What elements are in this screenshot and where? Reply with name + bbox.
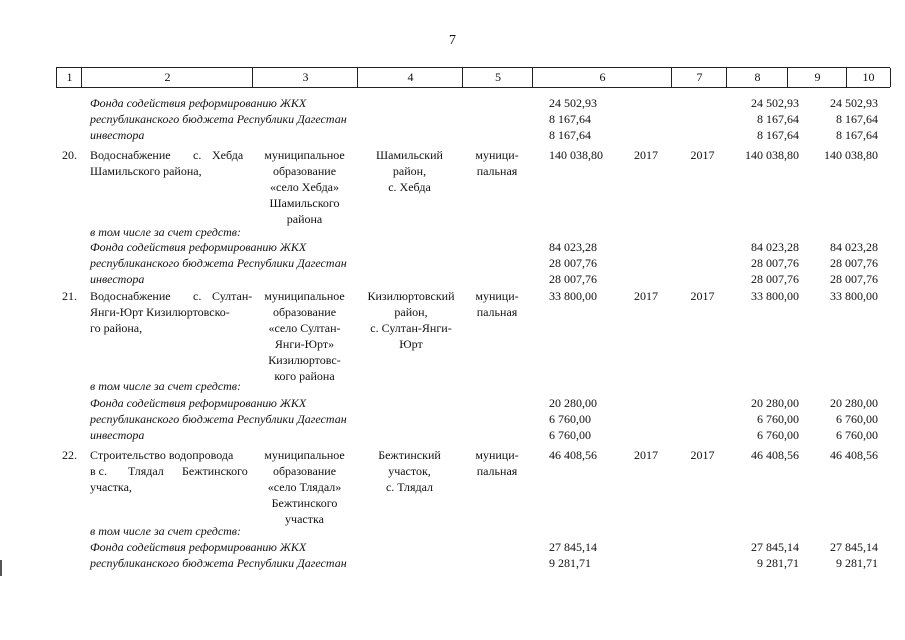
cell-amount: 33 800,00 [751, 289, 799, 303]
end-year: 2017 [690, 148, 715, 162]
location: район, [392, 164, 427, 178]
ownership: пальная [476, 464, 518, 478]
ownership: муници- [475, 289, 519, 303]
cell-amount: 9 281,71 [836, 556, 878, 570]
municipality: муниципальное [264, 448, 345, 462]
cell-amount: 20 280,00 [549, 396, 597, 410]
cell-amount: 24 502,93 [549, 96, 597, 110]
header-cell-9: 9 [787, 68, 847, 87]
header-cell-6: 6 [532, 68, 672, 87]
funding-subheading: в том числе за счет средств: [90, 225, 242, 239]
project-name: Хебда [212, 148, 244, 162]
funding-subheading: в том числе за счет средств: [90, 379, 242, 393]
header-cell-10: 10 [846, 68, 891, 87]
header-cell-7: 7 [671, 68, 727, 87]
cell-amount: 8 167,64 [757, 112, 799, 126]
cell-amount: 140 038,80 [824, 148, 878, 162]
start-year: 2017 [634, 289, 658, 303]
cell-amount: 24 502,93 [830, 96, 878, 110]
funding-label: Фонда содействия реформированию ЖКХ [90, 96, 307, 110]
cell-amount: 28 007,76 [549, 256, 597, 270]
project-name: Водоснабжение [90, 148, 171, 162]
scan-edge-mark [0, 560, 2, 576]
cell-amount: 84 023,28 [830, 240, 878, 254]
location: участок, [388, 464, 431, 478]
header-cell-2: 2 [81, 68, 253, 87]
cell-amount: 8 167,64 [549, 112, 591, 126]
cell-amount: 8 167,64 [836, 128, 878, 142]
municipality: «село Тлядал» [267, 480, 342, 494]
project-name: Водоснабжение [90, 289, 171, 303]
end-year: 2017 [690, 289, 715, 303]
municipality: образование [272, 164, 337, 178]
location: район, [394, 305, 428, 319]
funding-label: республиканского бюджета Республики Дагестан [90, 256, 347, 270]
cell-amount: 84 023,28 [549, 240, 597, 254]
cell-amount: 33 800,00 [549, 289, 597, 303]
cell-amount: 27 845,14 [549, 540, 597, 554]
project-name: Янги-Юрт Кизилюртовско- [90, 305, 230, 319]
municipality: муниципальное [264, 289, 345, 303]
municipality: Шамильского [269, 196, 340, 210]
cell-amount: 24 502,93 [751, 96, 799, 110]
cell-amount: 46 408,56 [751, 448, 799, 462]
row-number: 21. [62, 289, 77, 303]
municipality: «село Султан- [268, 321, 341, 335]
cell-amount: 6 760,00 [549, 412, 591, 426]
ownership: муници- [475, 148, 519, 162]
cell-amount: 140 038,80 [549, 148, 603, 162]
project-name: Бежтинского [182, 464, 248, 478]
funding-subheading: в том числе за счет средств: [90, 524, 242, 538]
header-cell-4: 4 [357, 68, 463, 87]
project-name: Тлядал [128, 464, 164, 478]
municipality: кого района [274, 369, 335, 383]
start-year: 2017 [634, 148, 658, 162]
funding-label: Фонда содействия реформированию ЖКХ [90, 540, 307, 554]
cell-amount: 6 760,00 [757, 428, 799, 442]
cell-amount: 46 408,56 [830, 448, 878, 462]
location: с. Тлядал [385, 480, 434, 494]
municipality: муниципальное [264, 148, 345, 162]
row-number: 20. [62, 148, 77, 162]
end-year: 2017 [690, 448, 715, 462]
ownership: пальная [476, 305, 518, 319]
page-number: 7 [449, 33, 456, 48]
project-name: с. [193, 289, 202, 303]
cell-amount: 28 007,76 [751, 256, 799, 270]
cell-amount: 6 760,00 [836, 412, 878, 426]
table-header [56, 67, 890, 88]
municipality: района [286, 212, 323, 226]
funding-label: Фонда содействия реформированию ЖКХ [90, 240, 307, 254]
header-cell-8: 8 [726, 68, 788, 87]
ownership: муници- [475, 448, 519, 462]
project-name: Шамильского района, [90, 164, 202, 178]
header-cell-3: 3 [252, 68, 358, 87]
cell-amount: 6 760,00 [549, 428, 591, 442]
cell-amount: 46 408,56 [549, 448, 597, 462]
project-name: Султан- [212, 289, 253, 303]
municipality: образование [272, 464, 337, 478]
location: с. Хебда [388, 180, 431, 194]
ownership: пальная [476, 164, 518, 178]
municipality: Янги-Юрт» [274, 337, 335, 351]
cell-amount: 27 845,14 [751, 540, 799, 554]
municipality: Кизилюртовс- [268, 353, 341, 367]
cell-amount: 33 800,00 [830, 289, 878, 303]
municipality: участка [285, 512, 324, 526]
location: Бежтинский [378, 448, 441, 462]
project-name: го района, [90, 321, 143, 335]
cell-amount: 84 023,28 [751, 240, 799, 254]
cell-amount: 8 167,64 [836, 112, 878, 126]
project-name: с. [193, 148, 202, 162]
cell-amount: 20 280,00 [830, 396, 878, 410]
municipality: Бежтинского [271, 496, 338, 510]
funding-label: республиканского бюджета Республики Дагестан [90, 556, 347, 570]
funding-label: инвестора [90, 428, 145, 442]
program-table [56, 67, 890, 88]
cell-amount: 6 760,00 [757, 412, 799, 426]
cell-amount: 28 007,76 [830, 272, 878, 286]
cell-amount: 27 845,14 [830, 540, 878, 554]
cell-amount: 28 007,76 [549, 272, 597, 286]
cell-amount: 8 167,64 [549, 128, 591, 142]
start-year: 2017 [634, 448, 658, 462]
funding-label: инвестора [90, 272, 145, 286]
header-cell-1: 1 [56, 68, 82, 87]
project-name: в с. [90, 464, 107, 478]
municipality: «село Хебда» [269, 180, 340, 194]
cell-amount: 6 760,00 [836, 428, 878, 442]
location: Шамильский [376, 148, 443, 162]
header-cell-5: 5 [462, 68, 533, 87]
location: с. Султан-Янги- [370, 321, 452, 335]
location: Кизилюртовский [367, 289, 455, 303]
cell-amount: 28 007,76 [751, 272, 799, 286]
cell-amount: 9 281,71 [549, 556, 591, 570]
cell-amount: 28 007,76 [830, 256, 878, 270]
row-number: 22. [62, 448, 77, 462]
location: Юрт [399, 337, 423, 351]
funding-label: республиканского бюджета Республики Дагестан [90, 112, 347, 126]
cell-amount: 9 281,71 [757, 556, 799, 570]
municipality: образование [272, 305, 337, 319]
project-name: участка, [90, 480, 132, 494]
funding-label: республиканского бюджета Республики Дагестан [90, 412, 347, 426]
cell-amount: 8 167,64 [757, 128, 799, 142]
funding-label: инвестора [90, 128, 145, 142]
cell-amount: 140 038,80 [745, 148, 799, 162]
project-name: Строительство водопровода [90, 448, 234, 462]
cell-amount: 20 280,00 [751, 396, 799, 410]
funding-label: Фонда содействия реформированию ЖКХ [90, 396, 307, 410]
